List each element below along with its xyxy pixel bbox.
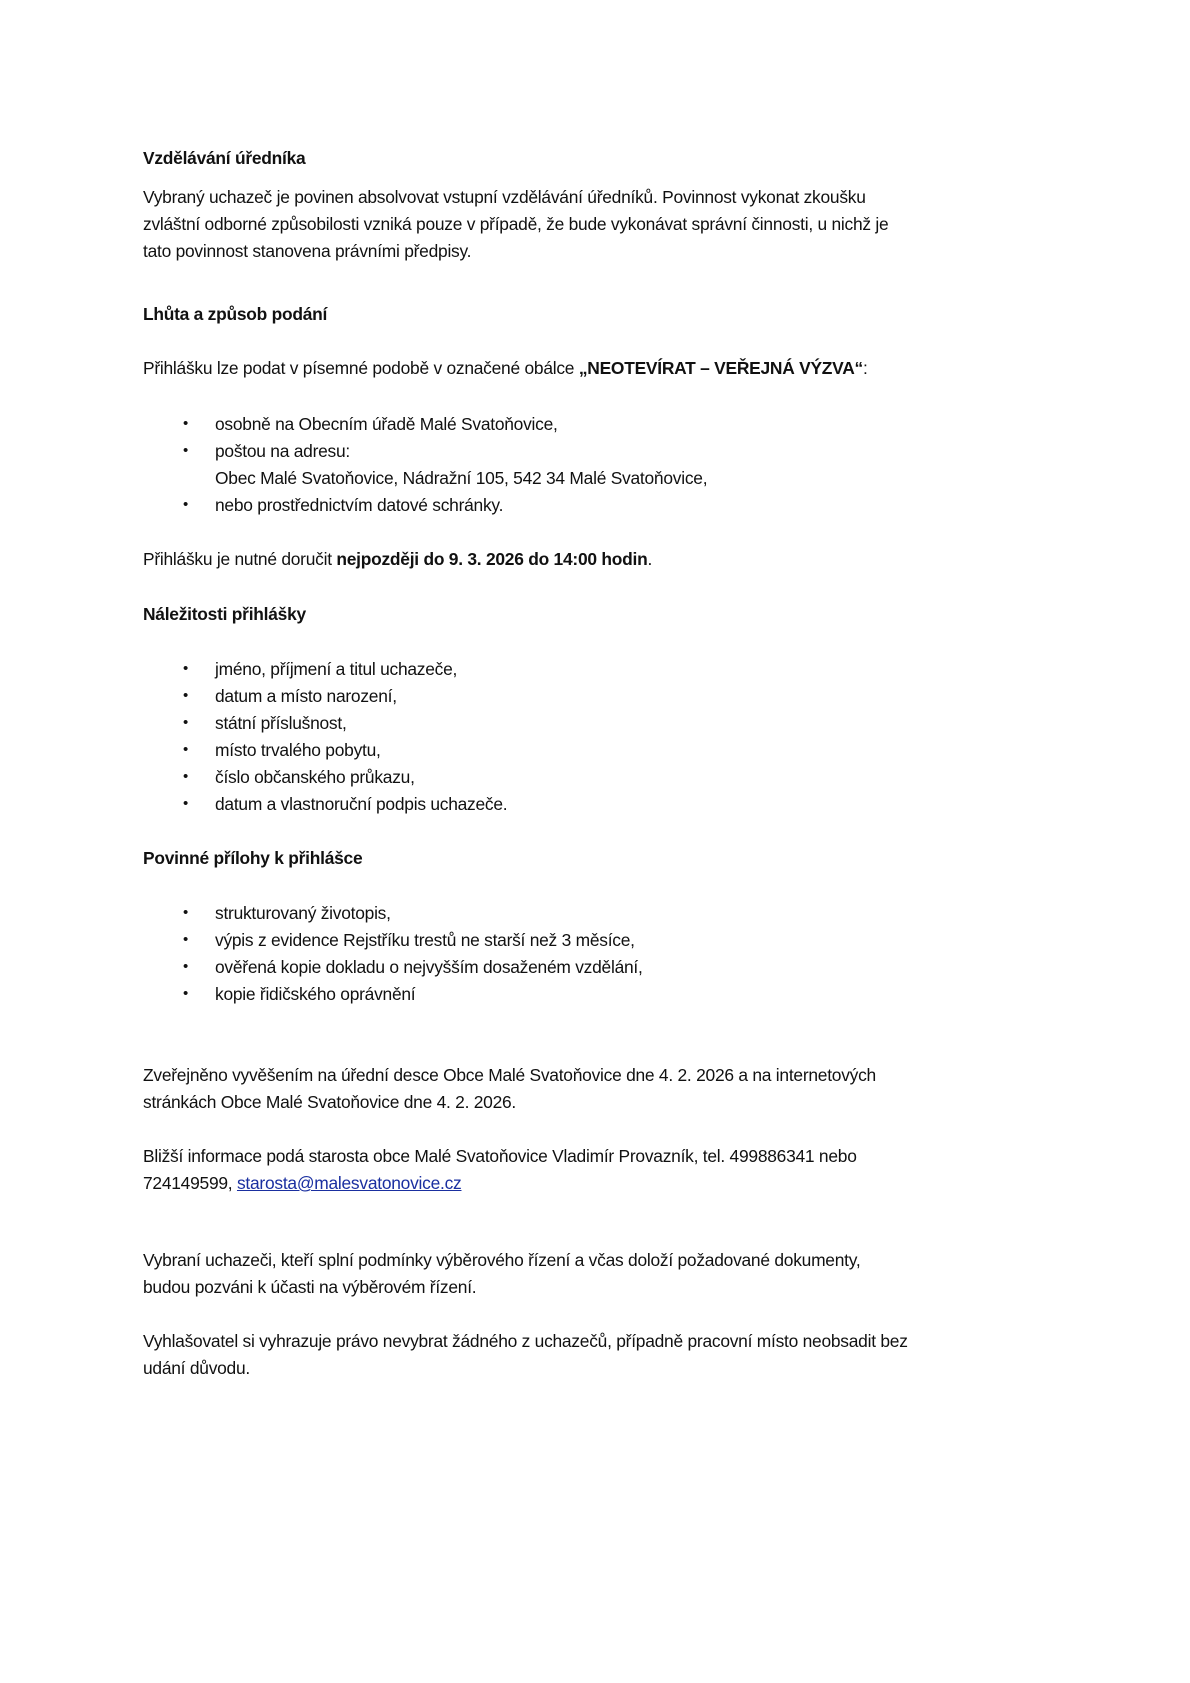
- education-line-1: Vybraný uchazeč je povinen absolvovat vstupní vzdělávání úředníků. Povinnost vykonat zkoušku: [143, 187, 866, 207]
- heading-submission: Lhůta a způsob podání: [143, 304, 328, 324]
- bullet-icon: •: [183, 958, 189, 975]
- bullet-icon: •: [183, 768, 189, 785]
- submission-intro-suffix: :: [863, 358, 868, 378]
- bullet-icon: •: [183, 442, 189, 459]
- reservation-line-1: Vyhlašovatel si vyhrazuje právo nevybrat žádného z uchazečů, případně pracovní místo neobsadit bez: [143, 1331, 908, 1351]
- bullet-icon: •: [183, 795, 189, 812]
- bullet-icon: •: [183, 687, 189, 704]
- submission-intro-prefix: Přihlášku lze podat v písemné podobě v označené obálce: [143, 358, 579, 378]
- submission-bullet-post: poštou na adresu:: [215, 441, 350, 461]
- bullet-icon: •: [183, 660, 189, 677]
- submission-bullet-personal: osobně na Obecním úřadě Malé Svatoňovice,: [215, 414, 558, 434]
- published-line-1: Zveřejněno vyvěšením na úřední desce Obce Malé Svatoňovice dne 4. 2. 2026 a na internetových: [143, 1065, 876, 1085]
- heading-education: Vzdělávání úředníka: [143, 148, 306, 168]
- requirement-item: státní příslušnost,: [215, 713, 347, 733]
- contact-phone: 724149599,: [143, 1173, 237, 1193]
- deadline-prefix: Přihlášku je nutné doručit: [143, 549, 337, 569]
- requirement-item: datum a místo narození,: [215, 686, 397, 706]
- bullet-icon: •: [183, 415, 189, 432]
- requirement-item: místo trvalého pobytu,: [215, 740, 381, 760]
- submission-bullet-databox: nebo prostřednictvím datové schránky.: [215, 495, 504, 515]
- attachment-item: výpis z evidence Rejstříku trestů ne starší než 3 měsíce,: [215, 930, 635, 950]
- email-link[interactable]: starosta@malesvatonovice.cz: [236, 1173, 462, 1193]
- requirement-item: jméno, příjmení a titul uchazeče,: [215, 659, 458, 679]
- submission-address: Obec Malé Svatoňovice, Nádražní 105, 542 34 Malé Svatoňovice,: [215, 468, 708, 488]
- deadline-date: nejpozději do 9. 3. 2026 do 14:00 hodin: [336, 549, 648, 569]
- invitation-line-1: Vybraní uchazeči, kteří splní podmínky výběrového řízení a včas doloží požadované dokumenty,: [143, 1250, 861, 1270]
- attachment-item: ověřená kopie dokladu o nejvyšším dosaženém vzdělání,: [215, 957, 643, 977]
- bullet-icon: •: [183, 931, 189, 948]
- requirement-item: číslo občanského průkazu,: [215, 767, 415, 787]
- bullet-icon: •: [183, 985, 189, 1002]
- heading-requirements: Náležitosti přihlášky: [143, 604, 306, 624]
- education-line-3: tato povinnost stanovena právními předpisy.: [143, 241, 472, 261]
- envelope-label: „NEOTEVÍRAT – VEŘEJNÁ VÝZVA“: [578, 358, 863, 378]
- attachment-item: kopie řidičského oprávnění: [215, 984, 416, 1004]
- requirement-item: datum a vlastnoruční podpis uchazeče.: [215, 794, 508, 814]
- attachment-item: strukturovaný životopis,: [215, 903, 391, 923]
- submission-intro: [143, 357, 868, 379]
- bullet-icon: •: [183, 714, 189, 731]
- heading-attachments: Povinné přílohy k přihlášce: [143, 848, 363, 868]
- submission-deadline: [143, 548, 652, 570]
- invitation-line-2: budou pozváni k účasti na výběrovém řízení.: [143, 1277, 477, 1297]
- bullet-icon: •: [183, 741, 189, 758]
- bullet-icon: •: [183, 904, 189, 921]
- contact-line-2: [143, 1172, 462, 1194]
- reservation-line-2: udání důvodu.: [143, 1358, 250, 1378]
- contact-line-1: Bližší informace podá starosta obce Malé Svatoňovice Vladimír Provazník, tel. 499886341 nebo: [143, 1146, 857, 1166]
- published-line-2: stránkách Obce Malé Svatoňovice dne 4. 2. 2026.: [143, 1092, 517, 1112]
- bullet-icon: •: [183, 496, 189, 513]
- education-line-2: zvláštní odborné způsobilosti vzniká pouze v případě, že bude vykonávat správní činnosti, u nichž je: [143, 214, 889, 234]
- deadline-suffix: .: [647, 549, 653, 569]
